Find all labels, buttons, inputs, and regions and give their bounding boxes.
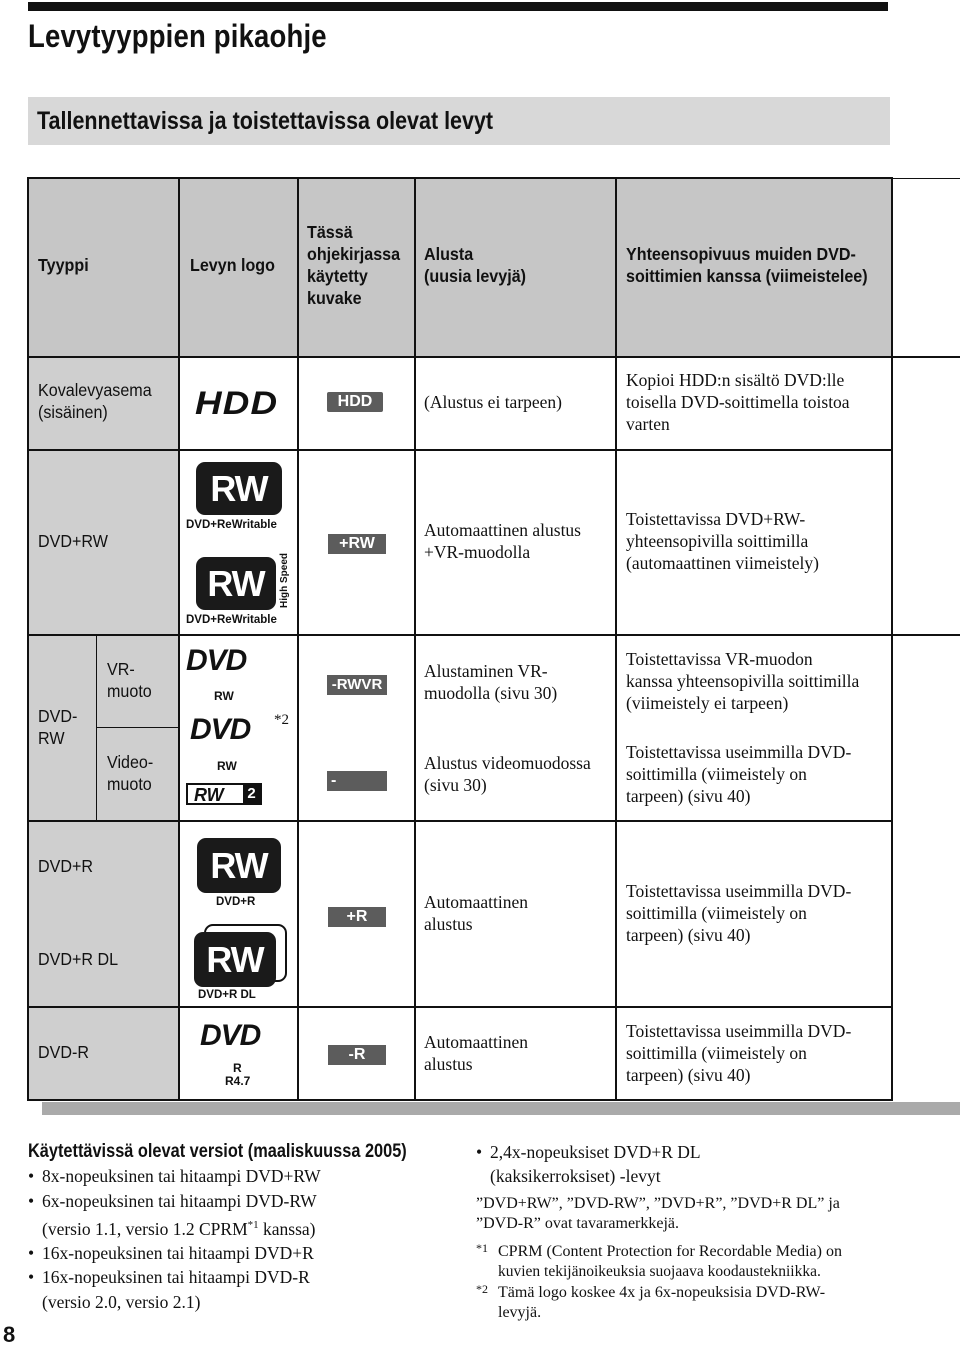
version-item: • 16x-nopeuksinen tai hitaampi DVD-R [28,1265,468,1289]
trademark-line-2: ”DVD-R” ovat tavaramerkkejä. [476,1215,680,1232]
version-item-cont-a: (versio 1.1, versio 1.2 CPRM [42,1218,248,1239]
dvdminusr-compat-2: soittimilla (viimeistely on [626,1043,807,1063]
header-compat-2: soittimien kanssa (viimeistelee) [626,266,868,286]
table-rule [27,177,29,1101]
dvdminusr-compat-1: Toistettavissa useimmilla DVD- [626,1021,852,1041]
table-rule [297,177,299,1101]
footnote-ref-1: *1 [247,1218,259,1231]
section-header [28,97,890,145]
dvdminusr-type: DVD-R [38,1042,89,1062]
header-format-2: (uusia levyjä) [424,266,527,286]
version-item: • 8x-nopeuksinen tai hitaampi DVD+RW [28,1164,468,1188]
table-rule [28,1006,892,1008]
dvdplusrw-compat-1: Toistettavissa DVD+RW- [626,509,806,529]
vr-compat-3: (viimeistely ei tarpeen) [626,693,789,713]
top-rule [28,2,888,11]
video-format-1: Alustus videomuodossa [424,753,591,773]
section-title: Tallennettavissa ja toistettavissa olevat levyt [37,107,494,135]
minusrw-video-badge-sub: Video [357,797,382,807]
minusrw-video-badge [327,771,387,809]
header-icon-3: käytetty [307,266,368,286]
dvd-r-logo: DVD [200,1019,261,1052]
rw-hs-logo-mark: RW [196,557,276,610]
dvd-rw-logo-2: DVD [190,713,251,746]
version-item: • 2,4x-nopeuksiset DVD+R DL [476,1140,701,1164]
dvdminusr-format-2: alustus [424,1054,473,1074]
dvd-rw-logo-2-sub: RW [217,759,237,773]
table-rule [28,356,960,358]
footnote-1-mark: *1 [476,1241,488,1255]
trademark-note [476,1194,840,1234]
dvdplusr-dl-type: DVD+R DL [38,949,119,969]
hdd-type-1: Kovalevyasema [38,380,152,400]
header-type: Tyyppi [38,255,89,275]
rw-hs-logo-text: DVD+ReWritable [186,614,277,626]
hdd-compat-1: Kopioi HDD:n sisältö DVD:lle [626,370,845,390]
footnote-1-line-2: kuvien tekijänoikeuksia suojaava koodaustekniikka. [498,1263,821,1280]
table-rule [96,635,97,821]
dvdplusr-compat-1: Toistettavissa useimmilla DVD- [626,881,852,901]
video-compat-3: tarpeen) (sivu 40) [626,786,751,806]
table-rule [28,1099,892,1101]
rw-logo-mark: RW [196,462,282,515]
table-rule [893,178,960,179]
rw2-logo [186,783,262,805]
dvdplusr-type-bg [28,821,179,1007]
header-icon-4: kuvake [307,288,362,308]
dvdminusrw-type-1: DVD- [38,706,78,726]
video-mode-2: muoto [107,774,152,794]
footnote-1-line-1: CPRM (Content Protection for Recordable Media) on [498,1243,842,1260]
plusr-dl-logo-mark: RW [194,932,276,987]
rw-logo-text: DVD+ReWritable [186,519,277,531]
footnote-2-mark: *2 [476,1282,488,1296]
page-number: 8 [3,1322,16,1347]
footnote-2-line-2: levyjä. [498,1304,542,1321]
rw2-logo-num: 2 [243,785,260,803]
header-compat-1: Yhteensopivuus muiden DVD- [626,244,856,264]
dvdplusr-format-2: alustus [424,914,473,934]
vr-compat-1: Toistettavissa VR-muodon [626,649,813,669]
header-icon-2: ohjekirjassa [307,244,401,264]
hdd-badge: HDD [327,392,383,412]
version-item-cont: (kaksikerroksiset) -levyt [490,1166,661,1187]
versions-heading: Käytettävissä olevat versiot (maaliskuussa 2005) [28,1141,407,1162]
rw2-logo-text: RW [194,785,224,805]
version-item-cont: (versio 2.0, versio 2.1) [42,1291,201,1312]
table-rule [28,820,892,822]
dvdplusr-format-1: Automaattinen [424,892,529,912]
dvdminusr-format-1: Automaattinen [424,1032,529,1052]
table-rule [28,449,892,451]
vr-mode-1: VR- [107,659,135,679]
minusr-badge: -R [328,1045,386,1065]
vr-mode-2: muoto [107,681,152,701]
video-compat-2: soittimilla (viimeistely on [626,764,807,784]
hdd-format: (Alustus ei tarpeen) [424,392,563,412]
dvdminusr-compat-3: tarpeen) (sivu 40) [626,1065,751,1085]
header-logo: Levyn logo [190,255,275,275]
header-icon-1: Tässä [307,222,353,242]
plusr-logo-mark: RW [197,838,281,893]
dvdplusr-compat-2: soittimilla (viimeistely on [626,903,807,923]
vr-format-1: Alustaminen VR- [424,661,548,681]
dvd-rw-logo-sub: RW [214,689,234,703]
dvdplusrw-format-2: +VR-muodolla [424,542,531,562]
footnote-2 [476,1283,825,1323]
dvd-r-logo-r: R [233,1061,242,1075]
hdd-type-2: (sisäinen) [38,402,108,422]
minusrw-video-badge-main: -RW [331,772,358,809]
versions-section [28,1140,468,1314]
page-title: Levytyyppien pikaohje [28,18,327,54]
table-rule [414,177,416,1101]
notes-section [476,1140,701,1189]
table-rule [615,177,617,1101]
hdd-compat-2: toisella DVD-soittimella toistoa [626,392,850,412]
version-item: • 16x-nopeuksinen tai hitaampi DVD+R [28,1241,468,1265]
footnote-2-line-1: Tämä logo koskee 4x ja 6x-nopeuksisia DVD-RW- [498,1284,826,1301]
plusr-badge: +R [328,907,386,927]
hdd-logo: HDD [195,385,279,421]
footnote-1 [476,1242,842,1282]
footnote-mark-2: *2 [274,712,289,728]
dvd-rw-logo: DVD [186,644,247,677]
dvdplusr-type: DVD+R [38,856,94,876]
plusr-logo-text: DVD+R [216,896,256,908]
version-item-cont-b: kanssa) [258,1218,316,1239]
dvd-r-logo-r47: R4.7 [225,1074,251,1088]
dvdplusrw-compat-3: (automaattinen viimeistely) [626,553,819,573]
table-rule [28,634,960,636]
minusrw-vr-badge: -RWVR [327,675,387,695]
header-format-1: Alusta [424,244,474,264]
trademark-line-1: ”DVD+RW”, ”DVD-RW”, ”DVD+R”, ”DVD+R DL” ja [476,1195,840,1212]
vr-format-2: muodolla (sivu 30) [424,683,558,703]
version-item: • 6x-nopeuksinen tai hitaampi DVD-RW [28,1189,468,1213]
table-rule [178,177,180,1101]
dvdplusrw-format-1: Automaattinen alustus [424,520,581,540]
plusrw-badge: +RW [328,534,386,554]
plusr-dl-logo-text: DVD+R DL [198,989,256,1001]
vr-compat-2: kanssa yhteensopivilla soittimilla [626,671,860,691]
dvdplusr-compat-3: tarpeen) (sivu 40) [626,925,751,945]
video-format-2: (sivu 30) [424,775,487,795]
video-mode-1: Video- [107,752,154,772]
dvdminusrw-type-2: RW [38,728,65,748]
rw-hs-side-text: High Speed [279,552,290,608]
table-rule [28,177,892,179]
table-rule [97,727,179,728]
table-shadow [42,1102,960,1115]
version-item-cont [28,1213,468,1241]
dvdplusrw-type: DVD+RW [38,531,108,551]
table-rule [891,177,893,1101]
hdd-compat-3: varten [626,414,670,434]
video-compat-1: Toistettavissa useimmilla DVD- [626,742,852,762]
dvdplusrw-compat-2: yhteensopivilla soittimilla [626,531,809,551]
